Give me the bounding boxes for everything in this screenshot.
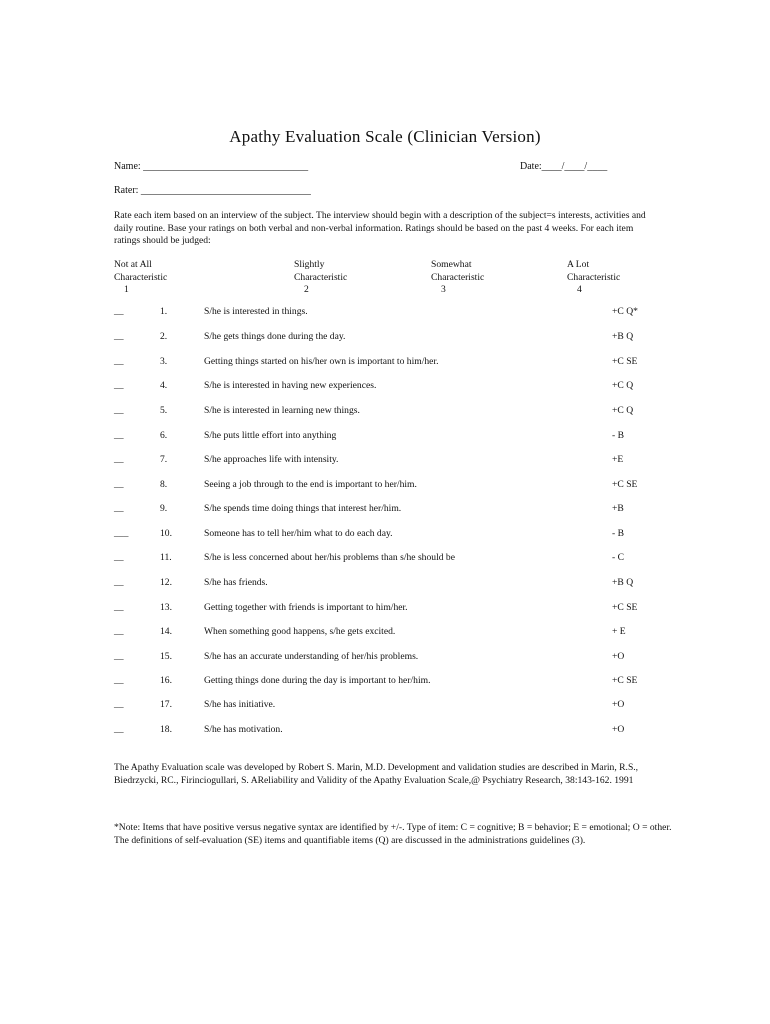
- page-title: Apathy Evaluation Scale (Clinician Version): [229, 127, 541, 146]
- item-text: S/he spends time doing things that interest her/him.: [204, 503, 402, 514]
- item-number: 10.: [160, 528, 172, 539]
- date-field[interactable]: Date:____/____/____: [520, 161, 608, 172]
- item-number: 7.: [160, 454, 168, 465]
- list-item: [0, 699, 770, 713]
- item-text: S/he has an accurate understanding of her/his problems.: [204, 651, 419, 662]
- item-number: 3.: [160, 356, 168, 367]
- list-item: [0, 552, 770, 566]
- rating-blank[interactable]: __: [114, 503, 124, 514]
- rating-blank[interactable]: __: [114, 675, 124, 686]
- item-text: S/he gets things done during the day.: [204, 331, 346, 342]
- name-field[interactable]: Name: _________________________________: [114, 161, 309, 172]
- item-text: S/he is less concerned about her/his problems than s/he should be: [204, 552, 455, 563]
- rater-field[interactable]: Rater: __________________________________: [114, 185, 311, 196]
- item-code: - B: [612, 430, 624, 441]
- scale-option-1: [114, 259, 167, 297]
- list-item: [0, 405, 770, 419]
- scale-label: Characteristic: [294, 271, 348, 283]
- list-item: [0, 430, 770, 444]
- item-number: 11.: [160, 552, 172, 563]
- footer-note: *Note: Items that have positive versus negative syntax are identified by +/-. Type of item: C = cognitive; B = behavior; E = emotional; O = other. The definitions of self-evaluation (SE) items and quantifiable items (Q) are discussed in the administrations guidelines (3).: [114, 822, 672, 846]
- item-code: + E: [612, 626, 626, 637]
- list-item: [0, 724, 770, 738]
- item-text: S/he approaches life with intensity.: [204, 454, 339, 465]
- item-code: +E: [612, 454, 624, 465]
- item-text: When something good happens, s/he gets excited.: [204, 626, 396, 637]
- item-text: Seeing a job through to the end is important to her/him.: [204, 479, 417, 490]
- item-code: +C SE: [612, 675, 638, 686]
- item-text: Someone has to tell her/him what to do each day.: [204, 528, 393, 539]
- rating-blank[interactable]: __: [114, 430, 124, 441]
- list-item: [0, 356, 770, 370]
- item-number: 15.: [160, 651, 172, 662]
- item-code: +B: [612, 503, 624, 514]
- list-item: [0, 503, 770, 517]
- item-number: 12.: [160, 577, 172, 588]
- item-code: +C SE: [612, 356, 638, 367]
- scale-label: Characteristic: [567, 271, 621, 283]
- item-text: Getting things started on his/her own is important to him/her.: [204, 356, 439, 367]
- scale-value: 1: [124, 284, 129, 295]
- item-code: +O: [612, 651, 625, 662]
- item-code: +C SE: [612, 602, 638, 613]
- item-text: S/he is interested in learning new things.: [204, 405, 360, 416]
- item-text: S/he is interested in having new experiences.: [204, 380, 377, 391]
- rating-blank[interactable]: __: [114, 454, 124, 465]
- scale-label: Slightly: [294, 259, 325, 270]
- list-item: [0, 626, 770, 640]
- item-code: +C Q*: [612, 306, 638, 317]
- item-code: +C Q: [612, 380, 634, 391]
- list-item: [0, 331, 770, 345]
- instructions: Rate each item based on an interview of the subject. The interview should begin with a description of the subject=s interests, activities and daily routine. Base your ratings on both verbal and non-verbal information. Ratings should be based on the past 4 weeks. For each item ratings should be judged:: [114, 210, 646, 246]
- scale-value: 4: [577, 284, 582, 295]
- item-text: S/he puts little effort into anything: [204, 430, 337, 441]
- item-number: 5.: [160, 405, 168, 416]
- list-item: [0, 577, 770, 591]
- item-text: S/he has initiative.: [204, 699, 276, 710]
- item-code: - B: [612, 528, 624, 539]
- item-number: 16.: [160, 675, 172, 686]
- item-code: - C: [612, 552, 624, 563]
- item-code: +C SE: [612, 479, 638, 490]
- item-code: +O: [612, 699, 625, 710]
- item-number: 1.: [160, 306, 168, 317]
- rating-blank[interactable]: __: [114, 479, 124, 490]
- scale-label: Characteristic: [431, 271, 485, 283]
- list-item: [0, 602, 770, 616]
- rating-blank[interactable]: __: [114, 552, 124, 563]
- rating-blank[interactable]: __: [114, 724, 124, 735]
- list-item: [0, 306, 770, 320]
- item-code: +B Q: [612, 577, 634, 588]
- rating-blank[interactable]: __: [114, 331, 124, 342]
- item-number: 14.: [160, 626, 172, 637]
- item-code: +O: [612, 724, 625, 735]
- rating-blank[interactable]: __: [114, 577, 124, 588]
- list-item: [0, 380, 770, 394]
- rating-blank[interactable]: __: [114, 380, 124, 391]
- rating-blank[interactable]: __: [114, 651, 124, 662]
- scale-option-3: [431, 259, 484, 297]
- item-code: +B Q: [612, 331, 634, 342]
- item-number: 4.: [160, 380, 168, 391]
- scale-value: 2: [304, 284, 309, 295]
- rating-blank[interactable]: __: [114, 306, 124, 317]
- rating-blank[interactable]: __: [114, 356, 124, 367]
- item-code: +C Q: [612, 405, 634, 416]
- scale-option-2: [294, 259, 347, 297]
- scale-label: A Lot: [567, 259, 590, 270]
- item-text: S/he has motivation.: [204, 724, 283, 735]
- item-text: S/he is interested in things.: [204, 306, 308, 317]
- item-number: 8.: [160, 479, 168, 490]
- list-item: [0, 528, 770, 542]
- item-text: S/he has friends.: [204, 577, 268, 588]
- footer-citation: The Apathy Evaluation scale was developed by Robert S. Marin, M.D. Development and validation studies are described in Marin, R.S., Biedrzycki, RC., Firinciogullari, S. AReliability and Validity of the Apathy Evaluation Scale,@ Psychiatry Research, 38:143-162. 1991: [114, 762, 639, 786]
- scale-value: 3: [441, 284, 446, 295]
- list-item: [0, 675, 770, 689]
- rating-blank[interactable]: __: [114, 602, 124, 613]
- scale-label: Somewhat: [431, 259, 472, 270]
- list-item: [0, 454, 770, 468]
- item-text: Getting together with friends is important to him/her.: [204, 602, 408, 613]
- item-number: 18.: [160, 724, 172, 735]
- list-item: [0, 651, 770, 665]
- rating-blank[interactable]: ___: [114, 528, 129, 539]
- item-text: Getting things done during the day is important to her/him.: [204, 675, 431, 686]
- rating-blank[interactable]: __: [114, 699, 124, 710]
- item-number: 2.: [160, 331, 168, 342]
- list-item: [0, 479, 770, 493]
- rating-blank[interactable]: __: [114, 405, 124, 416]
- scale-label: Not at All: [114, 259, 152, 270]
- scale-option-4: [567, 259, 620, 297]
- rating-blank[interactable]: __: [114, 626, 124, 637]
- scale-label: Characteristic: [114, 271, 168, 283]
- item-number: 17.: [160, 699, 172, 710]
- item-number: 13.: [160, 602, 172, 613]
- item-number: 6.: [160, 430, 168, 441]
- item-number: 9.: [160, 503, 168, 514]
